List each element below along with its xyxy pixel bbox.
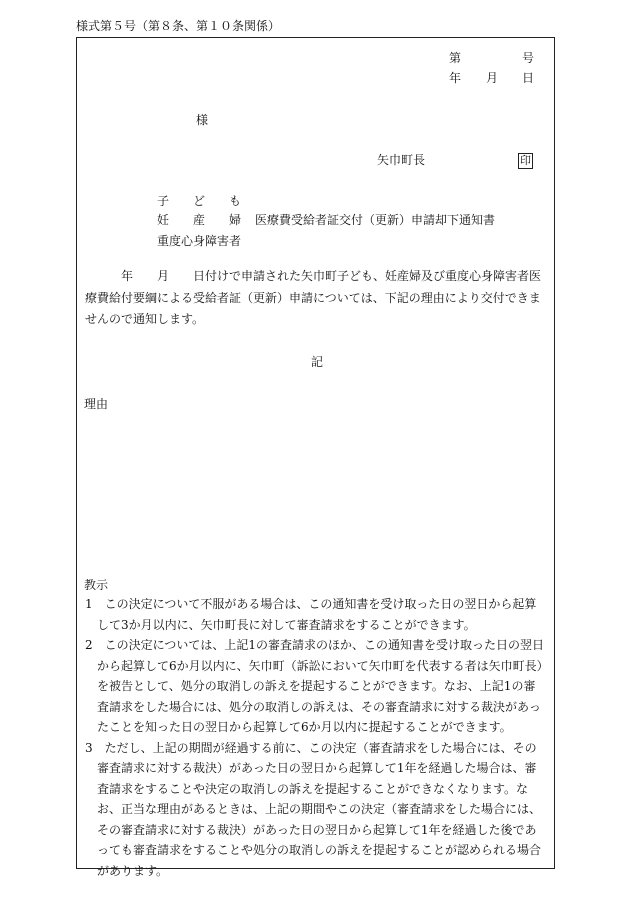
addressee-suffix: 様 bbox=[196, 113, 209, 127]
seal-mark bbox=[518, 149, 533, 169]
document-number-prefix: 第 bbox=[449, 51, 462, 65]
notice-item-1: 1 この決定について不服がある場合は、この通知書を受け取った日の翌日から起算して3か月以内に、矢巾町長に対して審査請求をすることができます。 bbox=[85, 597, 537, 632]
category-expectant-mothers: 妊 産 婦 bbox=[157, 213, 242, 227]
date-month-label: 月 bbox=[486, 71, 499, 85]
intro-paragraph: 年 月 日付けで申請された矢巾町子ども、妊産婦及び重度心身障害者医療費給付要綱による受給者証（更新）申請については、下記の理由により交付できませんので通知します。 bbox=[85, 269, 542, 326]
ki-heading: 記 bbox=[311, 355, 324, 369]
document-number-suffix: 号 bbox=[522, 51, 535, 65]
seal-label: 印 bbox=[520, 154, 531, 167]
form-number-label: 様式第５号（第８条、第１０条関係） bbox=[76, 19, 281, 33]
category-disabled: 重度心身障害者 bbox=[157, 234, 242, 248]
notice-item-2: 2 この決定については、上記1の審査請求のほか、この通知書を受け取った日の翌日から起算して6か月以内に、矢巾町（訴訟において矢巾町を代表する者は矢巾町長）を被告として、処分の取消しの訴えを提起することができます。なお、上記1の審査請求をした場合には、処分の取消しの訴えは、その審査請求に対する裁決があったことを知った日の翌日から起算して6か月以内に提起することができます。 bbox=[85, 638, 545, 734]
notice-item-3: 3 ただし、上記の期間が経過する前に、この決定（審査請求をした場合には、その審査請求に対する裁決）があった日の翌日から起算して1年を経過した場合は、審査請求をすることや決定の取消しの訴えを提起することができなくなります。なお、正当な理由があるときは、上記の期間やこの決定（審査請求をした場合には、その審査請求に対する裁決）があった日の翌日から起算して1年を経過した後であっても審査請求をすることや処分の取消しの訴えを提起することが認められる場合があります。 bbox=[85, 740, 542, 878]
notice-heading: 教示 bbox=[84, 578, 109, 592]
intro-paragraph-block bbox=[85, 266, 547, 331]
date-day-label: 日 bbox=[522, 71, 535, 85]
date-year-label: 年 bbox=[449, 71, 462, 85]
document-title: 医療費受給者証交付（更新）申請却下通知書 bbox=[255, 213, 496, 227]
category-children: 子 ど も bbox=[157, 194, 242, 208]
reason-label: 理由 bbox=[84, 397, 109, 411]
issuer-title: 矢巾町長 bbox=[377, 153, 426, 167]
notice-list bbox=[85, 594, 547, 881]
